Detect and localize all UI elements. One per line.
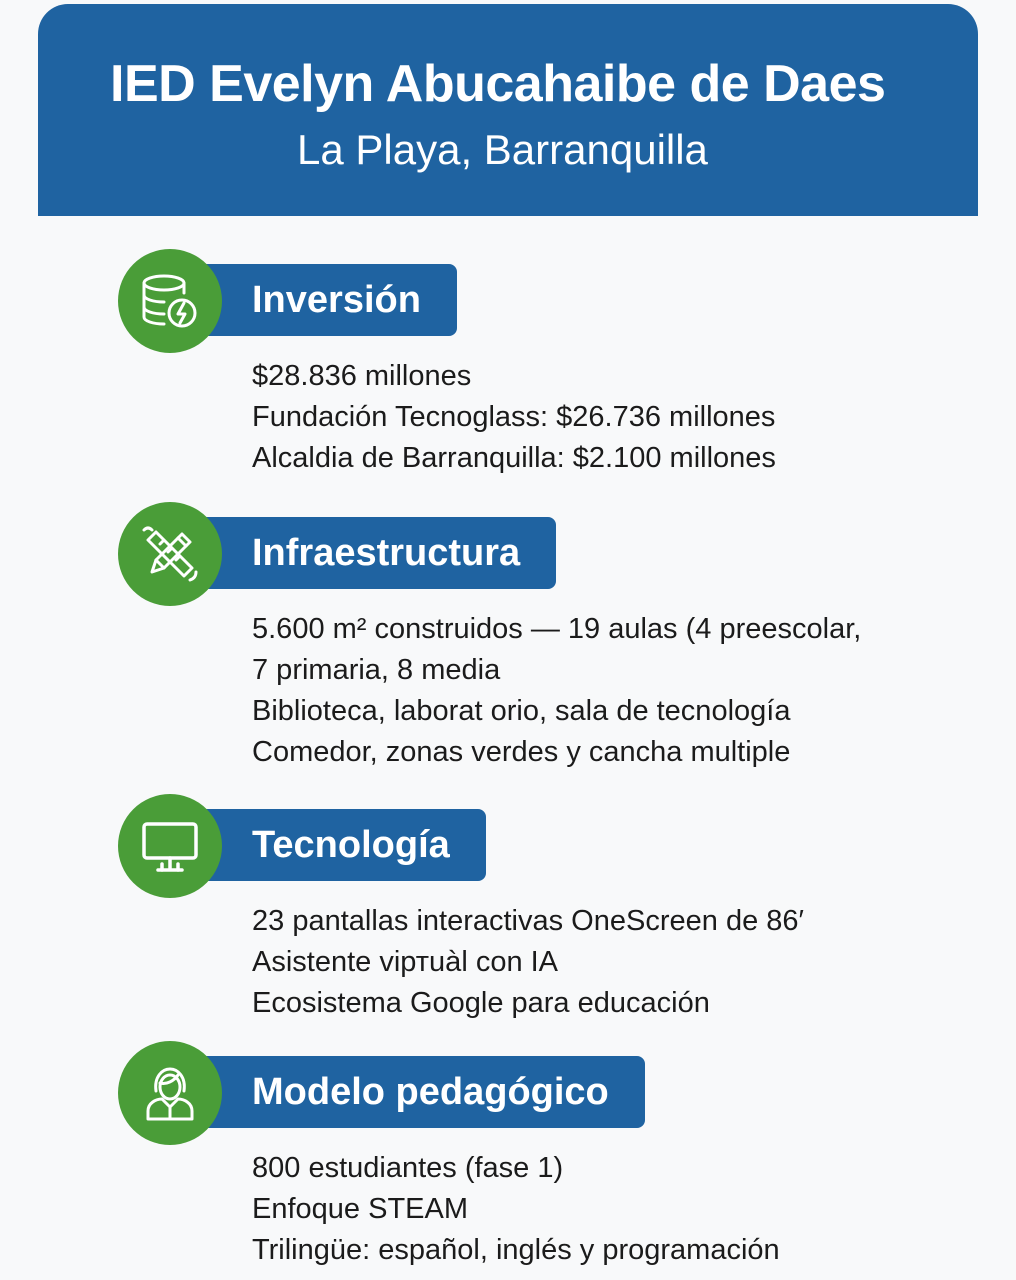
detail-line: $28.836 millones (252, 360, 472, 392)
detail-line: 7 primaria, 8 media (252, 654, 501, 686)
detail-line: 800 estudiantes (fase 1) (252, 1152, 564, 1184)
section-details (252, 356, 776, 479)
section-details (252, 609, 861, 773)
detail-line: Biblioteca, laborat orio, sala de tecnología (252, 695, 791, 727)
detail-line: Enfoque STEAM (252, 1193, 468, 1225)
detail-line: Comedor, zonas verdes y cancha multiple (252, 736, 791, 768)
student-icon (118, 1041, 222, 1145)
page-subtitle: La Playa, Barranquilla (297, 126, 708, 173)
detail-line: Alcaldia de Barranquilla: $2.100 millones (252, 442, 776, 474)
detail-line: Ecosistema Google para educación (252, 987, 710, 1019)
detail-line: Fundación Tecnoglass: $26.736 millones (252, 401, 776, 433)
section-title: Infraestructura (190, 517, 556, 589)
section-title: Tecnología (190, 809, 486, 881)
page-title: IED Evelyn Abucahaibe de Daes (110, 55, 886, 113)
detail-line: Trilingüe: español, inglés y programación (252, 1234, 780, 1266)
detail-line: Asistente viртuàl con IA (252, 946, 559, 978)
section-details (252, 1148, 780, 1271)
detail-line: 23 pantallas interactivas OneScreen de 86′ (252, 905, 804, 937)
section-title: Modelo pedagógico (190, 1056, 645, 1128)
header-banner (38, 4, 978, 216)
monitor-icon (118, 794, 222, 898)
pencil-ruler-icon (118, 502, 222, 606)
section-title: Inversión (190, 264, 457, 336)
section-details (252, 901, 804, 1024)
detail-line: 5.600 m² construidos — 19 aulas (4 preescolar, (252, 613, 862, 645)
database-coins-icon (118, 249, 222, 353)
